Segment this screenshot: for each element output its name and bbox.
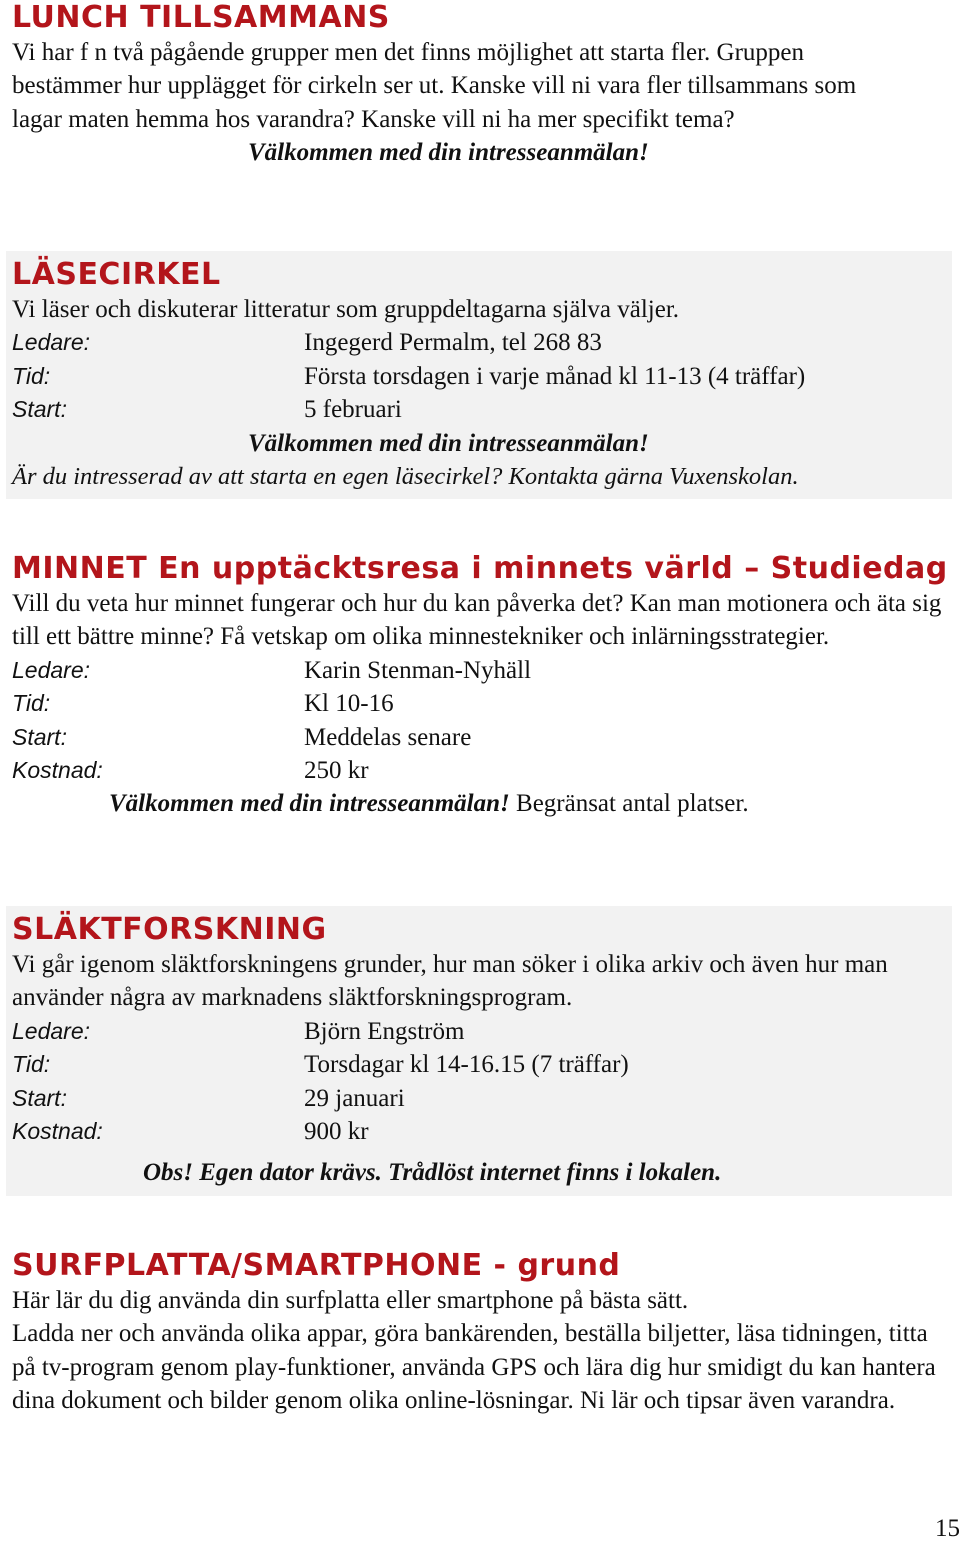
- slakt-row-time: [12, 1048, 952, 1081]
- field-value: 5 februari: [304, 396, 402, 424]
- field-label: Start:: [12, 1084, 67, 1111]
- slakt-title: SLÄKTFORSKNING: [12, 912, 327, 947]
- field-label: Tid:: [12, 1051, 51, 1078]
- lasecirkel-welcome: Välkommen med din intresseanmälan!: [248, 429, 649, 457]
- surf-text-2: Ladda ner och använda olika appar, göra bankärenden, beställa biljetter, läsa tidningen, titta på tv-program genom play-funktioner, använda GPS och lära dig hur smidigt du kan hantera dina dokument och bilder genom olika online-lösningar. Ni lär och tipsar även varandra.: [12, 1320, 936, 1415]
- field-label: Ledare:: [12, 1017, 91, 1044]
- section-minnet: [6, 551, 952, 821]
- field-label: Ledare:: [12, 329, 91, 356]
- minnet-row-leader: [12, 654, 952, 687]
- lasecirkel-note: Är du intresserad av att starta en egen läsecirkel? Kontakta gärna Vuxenskolan.: [12, 463, 799, 491]
- field-value: Kl 10-16: [304, 690, 394, 718]
- surf-text-1: Här lär du dig använda din surfplatta eller smartphone på bästa sätt.: [12, 1287, 689, 1314]
- field-value: Torsdagar kl 14-16.15 (7 träffar): [304, 1051, 629, 1079]
- slakt-obs: Obs! Egen dator krävs. Trådlöst internet finns i lokalen.: [143, 1159, 722, 1187]
- section-lunch: [6, 0, 952, 170]
- field-value: 900 kr: [304, 1118, 369, 1146]
- field-label: Start:: [12, 723, 67, 750]
- lasecirkel-row-leader: [12, 326, 952, 359]
- field-value: 250 kr: [304, 757, 369, 785]
- minnet-limited: Begränsat antal platser.: [509, 790, 749, 818]
- section-slakt: [6, 906, 952, 1196]
- lunch-title: LUNCH TILLSAMMANS: [12, 0, 390, 35]
- field-value: 29 januari: [304, 1084, 405, 1112]
- section-lasecirkel: [6, 251, 952, 499]
- slakt-text: Vi går igenom släktforskningens grunder, hur man söker i olika arkiv och även hur man använder några av marknadens släktforskningsprogram.: [12, 951, 888, 1012]
- field-value: Ingegerd Permalm, tel 268 83: [304, 329, 602, 357]
- field-value: Meddelas senare: [304, 723, 472, 751]
- lasecirkel-text: Vi läser och diskuterar litteratur som gruppdeltagarna själva väljer.: [12, 296, 680, 323]
- slakt-row-start: [12, 1082, 952, 1115]
- minnet-welcome-line: [12, 787, 952, 820]
- lasecirkel-title: LÄSECIRKEL: [12, 257, 221, 292]
- field-value: Första torsdagen i varje månad kl 11-13 (4 träffar): [304, 362, 806, 390]
- slakt-row-leader: [12, 1015, 952, 1048]
- field-label: Kostnad:: [12, 1118, 103, 1145]
- field-label: Ledare:: [12, 656, 91, 683]
- section-surf: [6, 1248, 952, 1418]
- field-label: Kostnad:: [12, 757, 103, 784]
- surf-title: SURFPLATTA/SMARTPHONE - grund: [12, 1248, 621, 1283]
- lunch-welcome: Välkommen med din intresseanmälan!: [248, 139, 649, 167]
- lasecirkel-row-start: [12, 393, 952, 426]
- minnet-welcome: Välkommen med din intresseanmälan!: [109, 790, 510, 818]
- field-label: Tid:: [12, 362, 51, 389]
- minnet-row-cost: [12, 754, 952, 787]
- page-number: 15: [935, 1515, 960, 1542]
- minnet-row-time: [12, 687, 952, 720]
- minnet-row-start: [12, 721, 952, 754]
- minnet-text: Vill du veta hur minnet fungerar och hur du kan påverka det? Kan man motionera och äta sig till ett bättre minne? Få vetskap om olika minnestekniker och inlärningsstrategier.: [12, 590, 942, 651]
- field-label: Tid:: [12, 690, 51, 717]
- field-value: Björn Engström: [304, 1017, 465, 1045]
- minnet-title: MINNET En upptäcktsresa i minnets värld – Studiedag: [12, 551, 948, 586]
- lunch-text: Vi har f n två pågående grupper men det finns möjlighet att starta fler. Gruppen bestämmer hur upplägget för cirkeln ser ut. Kanske vill ni vara fler tillsammans som lagar maten hemma hos varandra? Kanske vill ni ha mer specifikt tema?: [12, 39, 857, 133]
- field-label: Start:: [12, 396, 67, 423]
- lasecirkel-row-time: [12, 360, 952, 393]
- field-value: Karin Stenman-Nyhäll: [304, 656, 532, 684]
- slakt-row-cost: [12, 1115, 952, 1148]
